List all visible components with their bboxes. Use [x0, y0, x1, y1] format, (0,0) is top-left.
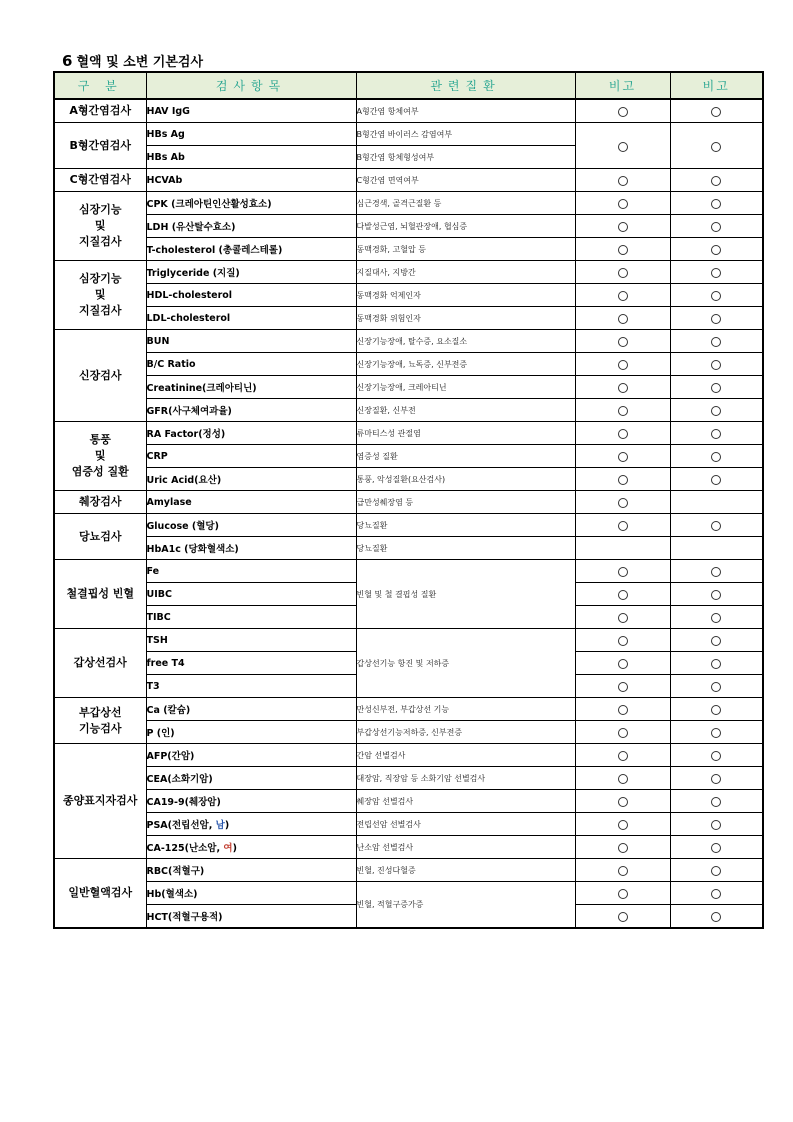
memo-cell: [575, 652, 670, 675]
item-cell: TSH: [146, 629, 356, 652]
category-cell: C형간염검사: [54, 169, 146, 192]
item-cell: HAV IgG: [146, 99, 356, 123]
memo-cell: [575, 606, 670, 629]
memo-cell: [575, 284, 670, 307]
memo-cell: [670, 399, 763, 422]
category-line: 및: [94, 449, 106, 462]
ca125-label-end: ): [232, 843, 237, 854]
memo-cell: [575, 882, 670, 905]
memo-cell: [575, 859, 670, 882]
category-line: 및: [94, 288, 106, 301]
memo-cell: [670, 99, 763, 123]
circle-mark: [711, 705, 721, 715]
memo-cell: [670, 813, 763, 836]
memo-cell: [670, 376, 763, 399]
memo-cell: [670, 583, 763, 606]
memo-cell: [575, 445, 670, 468]
category-cell: [54, 698, 146, 744]
circle-mark: [618, 268, 628, 278]
item-cell: CPK (크레아틴인산활성효소): [146, 192, 356, 215]
item-cell: free T4: [146, 652, 356, 675]
sex-female-label: 여: [223, 843, 233, 854]
memo-cell: [575, 560, 670, 583]
memo-cell: [670, 652, 763, 675]
category-cell: 일반혈액검사: [54, 859, 146, 929]
memo-cell: [670, 560, 763, 583]
item-cell: CEA(소화기암): [146, 767, 356, 790]
memo-cell: [575, 813, 670, 836]
disease-cell: 전립선암 선별검사: [356, 813, 575, 836]
memo-cell: [670, 606, 763, 629]
table-row: [54, 284, 763, 307]
circle-mark: [711, 107, 721, 117]
memo-cell: [670, 629, 763, 652]
table-row: [54, 123, 763, 146]
memo-cell: [575, 583, 670, 606]
circle-mark: [618, 360, 628, 370]
disease-cell: 지질대사, 지방간: [356, 261, 575, 284]
memo-cell: [575, 721, 670, 744]
memo-cell: [670, 123, 763, 169]
table-row: [54, 261, 763, 284]
table-row: [54, 698, 763, 721]
table-row: [54, 330, 763, 353]
memo-cell: [575, 353, 670, 376]
category-cell: [54, 192, 146, 261]
table-row: [54, 238, 763, 261]
item-cell: LDH (유산탈수효소): [146, 215, 356, 238]
item-cell: T-cholesterol (총콜레스테롤): [146, 238, 356, 261]
memo-cell: [670, 422, 763, 445]
ca125-label: CA-125(난소암,: [146, 843, 224, 854]
memo-cell: [575, 514, 670, 537]
disease-cell: A형간염 항체여부: [356, 99, 575, 123]
disease-cell: B형간염 바이러스 감염여부: [356, 123, 575, 146]
category-line: 및: [94, 219, 106, 232]
table-row: [54, 629, 763, 652]
circle-mark: [618, 406, 628, 416]
table-row: [54, 445, 763, 468]
circle-mark: [711, 176, 721, 186]
item-cell: [146, 813, 356, 836]
psa-label-end: ): [224, 820, 230, 831]
table-row: [54, 767, 763, 790]
item-cell: Glucose (혈당): [146, 514, 356, 537]
table-row: [54, 537, 763, 560]
table-row: [54, 514, 763, 537]
circle-mark: [711, 406, 721, 416]
item-cell: HCVAb: [146, 169, 356, 192]
disease-cell: 대장암, 직장암 등 소화기암 선별검사: [356, 767, 575, 790]
item-cell: HBs Ag: [146, 123, 356, 146]
table-row: [54, 721, 763, 744]
item-cell: Amylase: [146, 491, 356, 514]
table-row: [54, 399, 763, 422]
item-cell: TIBC: [146, 606, 356, 629]
circle-mark: [618, 142, 628, 152]
header-memo-1: 비고: [575, 72, 670, 99]
circle-mark: [711, 291, 721, 301]
disease-cell: 류마티스성 관절염: [356, 422, 575, 445]
item-cell: Ca (칼슘): [146, 698, 356, 721]
circle-mark: [618, 682, 628, 692]
disease-cell: 신장질환, 신부전: [356, 399, 575, 422]
category-cell: 종양표지자검사: [54, 744, 146, 859]
memo-cell: [670, 192, 763, 215]
table-row: [54, 169, 763, 192]
circle-mark: [618, 866, 628, 876]
memo-cell: [575, 905, 670, 929]
memo-cell: [575, 99, 670, 123]
circle-mark: [711, 383, 721, 393]
category-line: 기능검사: [78, 721, 122, 735]
section-number: 6: [62, 52, 73, 70]
table-row: [54, 836, 763, 859]
circle-mark: [711, 866, 721, 876]
circle-mark: [711, 682, 721, 692]
circle-mark: [618, 521, 628, 531]
table-row: [54, 307, 763, 330]
table-row: [54, 353, 763, 376]
memo-cell: [670, 514, 763, 537]
circle-mark: [711, 590, 721, 600]
circle-mark: [618, 728, 628, 738]
item-cell: CA19-9(췌장암): [146, 790, 356, 813]
circle-mark: [618, 751, 628, 761]
memo-cell: [670, 353, 763, 376]
disease-cell: 통풍, 악성질환(요산검사): [356, 468, 575, 491]
disease-cell: 신장기능장애, 탈수증, 요소질소: [356, 330, 575, 353]
circle-mark: [711, 268, 721, 278]
disease-cell: 동맥경화 억제인자: [356, 284, 575, 307]
category-cell: 당뇨검사: [54, 514, 146, 560]
header-disease: 관련질환: [356, 72, 575, 99]
memo-cell: [575, 238, 670, 261]
table-row: [54, 192, 763, 215]
item-cell: Uric Acid(요산): [146, 468, 356, 491]
circle-mark: [618, 820, 628, 830]
circle-mark: [618, 475, 628, 485]
item-cell: RA Factor(정성): [146, 422, 356, 445]
circle-mark: [711, 636, 721, 646]
memo-cell: [670, 836, 763, 859]
memo-cell: [575, 836, 670, 859]
memo-cell: [575, 629, 670, 652]
header-category: 구 분: [54, 72, 146, 99]
circle-mark: [711, 314, 721, 324]
disease-cell: 급만성췌장염 등: [356, 491, 575, 514]
item-cell: B/C Ratio: [146, 353, 356, 376]
item-cell: GFR(사구체여과율): [146, 399, 356, 422]
memo-cell: [670, 721, 763, 744]
circle-mark: [711, 820, 721, 830]
item-cell: HbA1c (당화혈색소): [146, 537, 356, 560]
item-cell: HBs Ab: [146, 146, 356, 169]
exam-table: [53, 71, 764, 929]
memo-cell: [670, 468, 763, 491]
circle-mark: [711, 475, 721, 485]
circle-mark: [618, 452, 628, 462]
circle-mark: [711, 889, 721, 899]
memo-cell: [670, 261, 763, 284]
section-title: [62, 53, 203, 71]
item-cell: T3: [146, 675, 356, 698]
item-cell: HDL-cholesterol: [146, 284, 356, 307]
disease-cell: 빈혈, 적혈구증가증: [356, 882, 575, 929]
circle-mark: [618, 613, 628, 623]
table-row: [54, 882, 763, 905]
category-cell: 췌장검사: [54, 491, 146, 514]
memo-cell: [575, 307, 670, 330]
circle-mark: [618, 245, 628, 255]
category-line: 부갑상선: [78, 705, 122, 719]
disease-cell: C형간염 면역여부: [356, 169, 575, 192]
circle-mark: [711, 613, 721, 623]
disease-cell: 다발성근염, 뇌혈관장애, 협심증: [356, 215, 575, 238]
disease-cell: 심근경색, 골격근질환 등: [356, 192, 575, 215]
circle-mark: [711, 774, 721, 784]
circle-mark: [618, 314, 628, 324]
circle-mark: [711, 797, 721, 807]
circle-mark: [711, 245, 721, 255]
category-cell: [54, 422, 146, 491]
item-cell: P (인): [146, 721, 356, 744]
circle-mark: [618, 843, 628, 853]
circle-mark: [618, 498, 628, 508]
circle-mark: [618, 222, 628, 232]
category-line: 심장기능: [78, 272, 122, 285]
memo-cell: [575, 537, 670, 560]
memo-cell: [670, 675, 763, 698]
category-line: 통풍: [89, 433, 111, 446]
memo-cell: [670, 537, 763, 560]
circle-mark: [618, 176, 628, 186]
circle-mark: [711, 659, 721, 669]
memo-cell: [670, 215, 763, 238]
disease-cell: 염증성 질환: [356, 445, 575, 468]
circle-mark: [711, 199, 721, 209]
circle-mark: [618, 705, 628, 715]
memo-cell: [670, 307, 763, 330]
memo-cell: [670, 330, 763, 353]
item-cell: Triglyceride (지질): [146, 261, 356, 284]
table-row: [54, 560, 763, 583]
memo-cell: [670, 445, 763, 468]
circle-mark: [711, 567, 721, 577]
memo-cell: [575, 468, 670, 491]
circle-mark: [711, 452, 721, 462]
category-line: 심장기능: [78, 203, 122, 216]
disease-cell: 동맥경화 위험인자: [356, 307, 575, 330]
circle-mark: [711, 222, 721, 232]
circle-mark: [711, 142, 721, 152]
memo-cell: [575, 192, 670, 215]
circle-mark: [711, 751, 721, 761]
circle-mark: [618, 291, 628, 301]
disease-cell: 간암 선별검사: [356, 744, 575, 767]
memo-cell: [670, 767, 763, 790]
disease-cell: 빈혈 및 철 결핍성 질환: [356, 560, 575, 629]
memo-cell: [575, 215, 670, 238]
memo-cell: [670, 491, 763, 514]
memo-cell: [670, 905, 763, 929]
table-row: [54, 491, 763, 514]
circle-mark: [618, 912, 628, 922]
item-cell: Creatinine(크레아티닌): [146, 376, 356, 399]
circle-mark: [711, 521, 721, 531]
memo-cell: [575, 123, 670, 169]
disease-cell: 만성신부전, 부갑상선 기능: [356, 698, 575, 721]
item-cell: BUN: [146, 330, 356, 353]
disease-cell: 신장기능장애, 크레아티닌: [356, 376, 575, 399]
category-cell: [54, 261, 146, 330]
table-row: [54, 376, 763, 399]
memo-cell: [575, 767, 670, 790]
circle-mark: [711, 843, 721, 853]
item-cell: [146, 836, 356, 859]
item-cell: Hb(혈색소): [146, 882, 356, 905]
memo-cell: [670, 744, 763, 767]
circle-mark: [711, 912, 721, 922]
disease-cell: 갑상선기능 항진 및 저하증: [356, 629, 575, 698]
circle-mark: [618, 797, 628, 807]
disease-cell: 신장기능장애, 뇨독증, 신부전증: [356, 353, 575, 376]
category-line: 지질검사: [78, 304, 122, 317]
table-row: [54, 215, 763, 238]
table-row: [54, 468, 763, 491]
table-row: [54, 859, 763, 882]
memo-cell: [670, 790, 763, 813]
category-cell: A형간염검사: [54, 99, 146, 123]
memo-cell: [575, 698, 670, 721]
header-item: 검사항목: [146, 72, 356, 99]
circle-mark: [618, 199, 628, 209]
memo-cell: [575, 790, 670, 813]
memo-cell: [575, 169, 670, 192]
memo-cell: [670, 284, 763, 307]
circle-mark: [618, 590, 628, 600]
circle-mark: [711, 337, 721, 347]
circle-mark: [618, 429, 628, 439]
circle-mark: [711, 429, 721, 439]
circle-mark: [711, 728, 721, 738]
circle-mark: [618, 636, 628, 646]
item-cell: AFP(간암): [146, 744, 356, 767]
circle-mark: [618, 889, 628, 899]
circle-mark: [618, 774, 628, 784]
disease-cell: 빈혈, 진성다혈증: [356, 859, 575, 882]
disease-cell: B형간염 항체형성여부: [356, 146, 575, 169]
disease-cell: 난소암 선별검사: [356, 836, 575, 859]
disease-cell: 당뇨질환: [356, 514, 575, 537]
circle-mark: [618, 383, 628, 393]
circle-mark: [618, 567, 628, 577]
header-memo-2: 비고: [670, 72, 763, 99]
memo-cell: [670, 882, 763, 905]
category-cell: 갑상선검사: [54, 629, 146, 698]
memo-cell: [670, 698, 763, 721]
psa-label: PSA(전립선암,: [146, 820, 216, 831]
circle-mark: [711, 360, 721, 370]
item-cell: CRP: [146, 445, 356, 468]
memo-cell: [670, 169, 763, 192]
disease-cell: 동맥경화, 고혈압 등: [356, 238, 575, 261]
table-row: [54, 422, 763, 445]
category-cell: 철결핍성 빈혈: [54, 560, 146, 629]
section-title-text: 혈액 및 소변 기본검사: [76, 55, 204, 70]
memo-cell: [575, 261, 670, 284]
memo-cell: [575, 376, 670, 399]
circle-mark: [618, 659, 628, 669]
item-cell: RBC(적혈구): [146, 859, 356, 882]
memo-cell: [575, 744, 670, 767]
item-cell: HCT(적혈구용적): [146, 905, 356, 929]
disease-cell: 췌장암 선별검사: [356, 790, 575, 813]
sex-male-label: 남: [215, 820, 225, 831]
category-cell: B형간염검사: [54, 123, 146, 169]
memo-cell: [575, 399, 670, 422]
memo-cell: [575, 422, 670, 445]
table-row: [54, 790, 763, 813]
circle-mark: [618, 107, 628, 117]
memo-cell: [575, 330, 670, 353]
disease-cell: 부갑상선기능저하증, 신부전증: [356, 721, 575, 744]
category-line: 지질검사: [78, 235, 122, 248]
memo-cell: [670, 238, 763, 261]
table-row: [54, 744, 763, 767]
item-cell: UIBC: [146, 583, 356, 606]
circle-mark: [618, 337, 628, 347]
memo-cell: [575, 491, 670, 514]
memo-cell: [670, 859, 763, 882]
table-row: [54, 99, 763, 123]
table-row: [54, 813, 763, 836]
item-cell: LDL-cholesterol: [146, 307, 356, 330]
item-cell: Fe: [146, 560, 356, 583]
category-cell: 신장검사: [54, 330, 146, 422]
disease-cell: 당뇨질환: [356, 537, 575, 560]
memo-cell: [575, 675, 670, 698]
category-line: 염증성 질환: [71, 465, 129, 478]
